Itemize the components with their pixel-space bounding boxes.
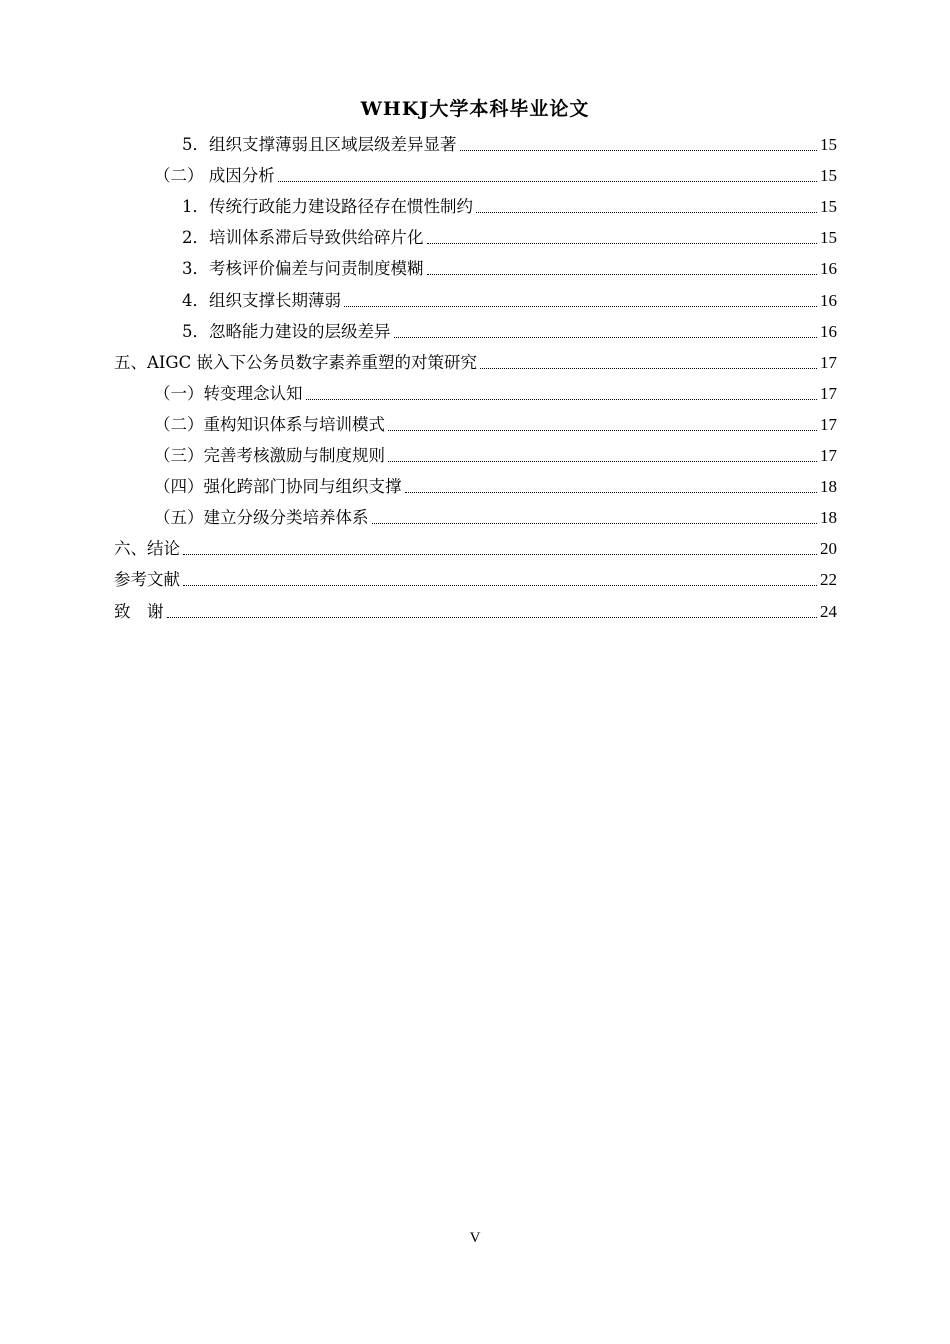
toc-dot-leader — [372, 522, 818, 524]
toc-entry-label: 4．组织支撑长期薄弱 — [182, 290, 341, 310]
toc-entry-label: （三）完善考核激励与制度规则 — [154, 446, 385, 466]
toc-dot-leader — [405, 491, 818, 493]
toc-entry-page: 16 — [820, 290, 837, 310]
toc-entry-page: 17 — [820, 414, 837, 434]
toc-entry[interactable] — [114, 471, 837, 502]
toc-dot-leader — [427, 273, 818, 275]
toc-entry-page: 20 — [820, 539, 837, 559]
toc-entry-label: 5．忽略能力建设的层级差异 — [182, 321, 391, 341]
toc-dot-leader — [394, 336, 818, 338]
toc-entry[interactable] — [114, 253, 837, 284]
toc-entry-label: （一）转变理念认知 — [154, 383, 303, 403]
toc-entry[interactable] — [114, 502, 837, 533]
toc-entry-label: （二） 成因分析 — [154, 166, 275, 186]
toc-entry-label: 六、结论 — [114, 539, 180, 559]
toc-dot-leader — [476, 211, 817, 213]
toc-dot-leader — [388, 460, 817, 462]
toc-entry[interactable] — [114, 440, 837, 471]
toc-entry-page: 18 — [820, 477, 837, 497]
toc-entry-label: （四）强化跨部门协同与组织支撑 — [154, 477, 402, 497]
toc-entry-page: 18 — [820, 508, 837, 528]
toc-entry[interactable] — [114, 564, 837, 595]
toc-entry[interactable] — [114, 347, 837, 378]
toc-dot-leader — [388, 429, 817, 431]
toc-entry-page: 16 — [820, 321, 837, 341]
toc-entry-label: 1．传统行政能力建设路径存在惯性制约 — [182, 197, 473, 217]
toc-entry-page: 15 — [820, 166, 837, 186]
page-header-title: WHKJ大学本科毕业论文 — [360, 98, 590, 120]
toc-entry-page: 24 — [820, 601, 837, 621]
toc-entry[interactable] — [114, 316, 837, 347]
toc-entry-page: 22 — [820, 570, 837, 590]
toc-entry-page: 15 — [820, 197, 837, 217]
toc-entry-page: 15 — [820, 135, 837, 155]
toc-entry[interactable] — [114, 409, 837, 440]
toc-dot-leader — [427, 242, 818, 244]
toc-entry-page: 17 — [820, 446, 837, 466]
toc-dot-leader — [183, 584, 817, 586]
page-number: V — [469, 1230, 481, 1246]
toc-entry-label: 2．培训体系滞后导致供给碎片化 — [182, 228, 424, 248]
toc-dot-leader — [344, 305, 817, 307]
toc-dot-leader — [306, 398, 818, 400]
toc-dot-leader — [480, 367, 817, 369]
toc-entry-label: （二）重构知识体系与培训模式 — [154, 414, 385, 434]
toc-entry[interactable] — [114, 284, 837, 315]
toc-entry-page: 16 — [820, 259, 837, 279]
toc-entry-label: 致 谢 — [114, 601, 164, 621]
toc-dot-leader — [460, 149, 818, 151]
toc-entry-label: 5．组织支撑薄弱且区域层级差异显著 — [182, 135, 457, 155]
toc-entry[interactable] — [114, 160, 837, 191]
toc-entry-label: 3．考核评价偏差与问责制度模糊 — [182, 259, 424, 279]
toc-entry[interactable] — [114, 533, 837, 564]
toc-entry[interactable] — [114, 222, 837, 253]
toc-entry[interactable] — [114, 595, 837, 626]
toc-entry[interactable] — [114, 191, 837, 222]
toc-entry-page: 15 — [820, 228, 837, 248]
toc-entry-label: （五）建立分级分类培养体系 — [154, 508, 369, 528]
toc-entry-page: 17 — [820, 383, 837, 403]
toc-entry-label: 参考文献 — [114, 570, 180, 590]
toc-entry[interactable] — [114, 129, 837, 160]
table-of-contents — [114, 129, 837, 627]
toc-dot-leader — [278, 180, 817, 182]
toc-dot-leader — [167, 616, 818, 618]
toc-entry-page: 17 — [820, 352, 837, 372]
toc-entry-label: 五、AIGC 嵌入下公务员数字素养重塑的对策研究 — [114, 352, 477, 372]
toc-dot-leader — [183, 553, 817, 555]
toc-entry[interactable] — [114, 378, 837, 409]
